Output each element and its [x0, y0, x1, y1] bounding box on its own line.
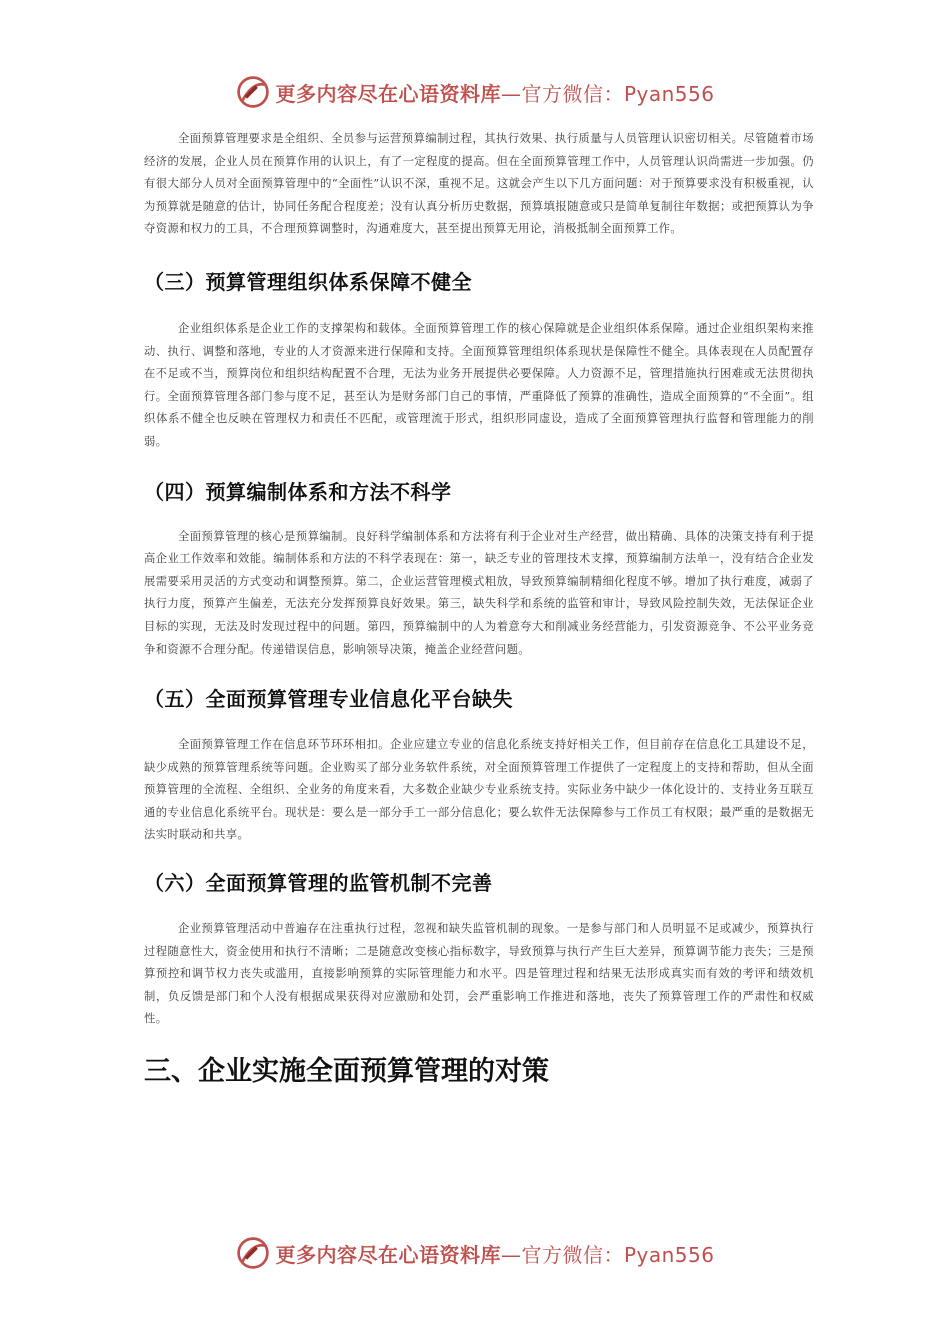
heading-3: （三）预算管理组织体系保障不健全: [144, 269, 472, 294]
document-body: [144, 128, 814, 1088]
paragraph-2: 企业组织体系是企业工作的支撑架构和载体。全面预算管理工作的核心保障就是企业组织体系保障。通过企业组织架构来推动、执行、调整和落地，专业的人才资源来进行保障和支持。全面预算管理组织体系现状是保障性不健全。具体表现在人员配置存在不足或不当，预算岗位和组织结构配置不合理，无法为业务开展提供必要保障。人力资源不足，管理措施执行困难或无法贯彻执行。全面预算管理各部门参与度不足，甚至认为是财务部门自己的事情，严重降低了预算的准确性，造成全面预算的“不全面”。组织体系不健全也反映在管理权力和责任不匹配，或管理流于形式，组织形同虚设，造成了全面预算管理执行监督和管理能力的削弱。: [144, 321, 814, 448]
banner-title: 更多内容尽在心语资料库: [275, 81, 501, 106]
banner-text: [275, 78, 714, 107]
header-banner: [0, 72, 950, 112]
banner-title: 更多内容尽在心语资料库: [275, 1242, 501, 1267]
heading-5: （五）全面预算管理专业信息化平台缺失: [144, 687, 513, 712]
paragraph-4: 全面预算管理工作在信息环节环环相扣。企业应建立专业的信息化系统支持好相关工作，但目前存在信息化工具建设不足，缺少成熟的预算管理系统等问题。企业购买了部分业务软件系统，对全面预算管理工作提供了一定程度上的支持和帮助，但从全面预算管理的全流程、全组织、全业务的角度来看，大多数企业缺少专业系统支持。实际业务中缺少一体化设计的、支持业务互联互通的专业信息化系统平台。现状是：要么是一部分手工一部分信息化；要么软件无法保障参与工作员工有权限；最严重的是数据无法实时联动和共享。: [144, 738, 814, 842]
logo-icon: [235, 74, 271, 110]
paragraph-5: 企业预算管理活动中普遍存在注重执行过程，忽视和缺失监管机制的现象。一是参与部门和人员明显不足或减少，预算执行过程随意性大，资金使用和执行不清晰；二是随意改变核心指标数字，导致预算与执行产生巨大差异，预算调节能力丧失；三是预算预控和调节权力丧失或滥用，直接影响预算的实际管理能力和水平。四是管理过程和结果无法形成真实而有效的考评和绩效机制，负反馈是部门和个人没有根据成果获得对应激励和处罚，会严重影响工作推进和落地，丧失了预算管理工作的严肃性和权威性。: [144, 922, 814, 1026]
logo-icon: [235, 1235, 271, 1271]
paragraph-3: 全面预算管理的核心是预算编制。良好科学编制体系和方法将有利于企业对生产经营，做出精确、具体的决策支持有利于提高企业工作效率和效能。编制体系和方法的不科学表现在：第一，缺乏专业的管理技术支撑，预算编制方法单一，没有结合企业发展需要采用灵活的方式变动和调整预算。第二，企业运营管理模式粗放，导致预算编制精细化程度不够。增加了执行难度，减弱了执行力度，预算产生偏差，无法充分发挥预算良好效果。第三，缺失科学和系统的监管和审计，导致风险控制失效，无法保证企业目标的实现，无法及时发现过程中的问题。第四，预算编制中的人为着意夸大和削减业务经营能力，引发资源竞争、不公平业务竞争和资源不合理分配。传递错误信息，影响领导决策，掩盖企业经营问题。: [144, 529, 814, 656]
section-3-heading: 三、企业实施全面预算管理的对策: [144, 1056, 549, 1088]
footer-banner: [0, 1233, 950, 1273]
banner-wechat: —官方微信：Pyan556: [500, 81, 715, 106]
banner-text: [275, 1239, 714, 1268]
paragraph-1: 全面预算管理要求是全组织、全员参与运营预算编制过程，其执行效果、执行质量与人员管理认识密切相关。尽管随着市场经济的发展，企业人员在预算作用的认识上，有了一定程度的提高。但在全面预算管理工作中，人员管理认识尚需进一步加强。仍有很大部分人员对全面预算管理中的“全面性”认识不深，重视不足。这就会产生以下几方面问题：对于预算要求没有积极重视，认为预算就是随意的估计，协同任务配合程度差；没有认真分析历史数据，预算填报随意或只是简单复制往年数据；或把预算认为争夺资源和权力的工具，不合理预算调整时，沟通难度大，甚至提出预算无用论，消极抵制全面预算工作。: [144, 132, 814, 236]
banner-wechat: —官方微信：Pyan556: [500, 1242, 715, 1267]
heading-4: （四）预算编制体系和方法不科学: [144, 479, 452, 504]
heading-6: （六）全面预算管理的监管机制不完善: [144, 871, 493, 896]
